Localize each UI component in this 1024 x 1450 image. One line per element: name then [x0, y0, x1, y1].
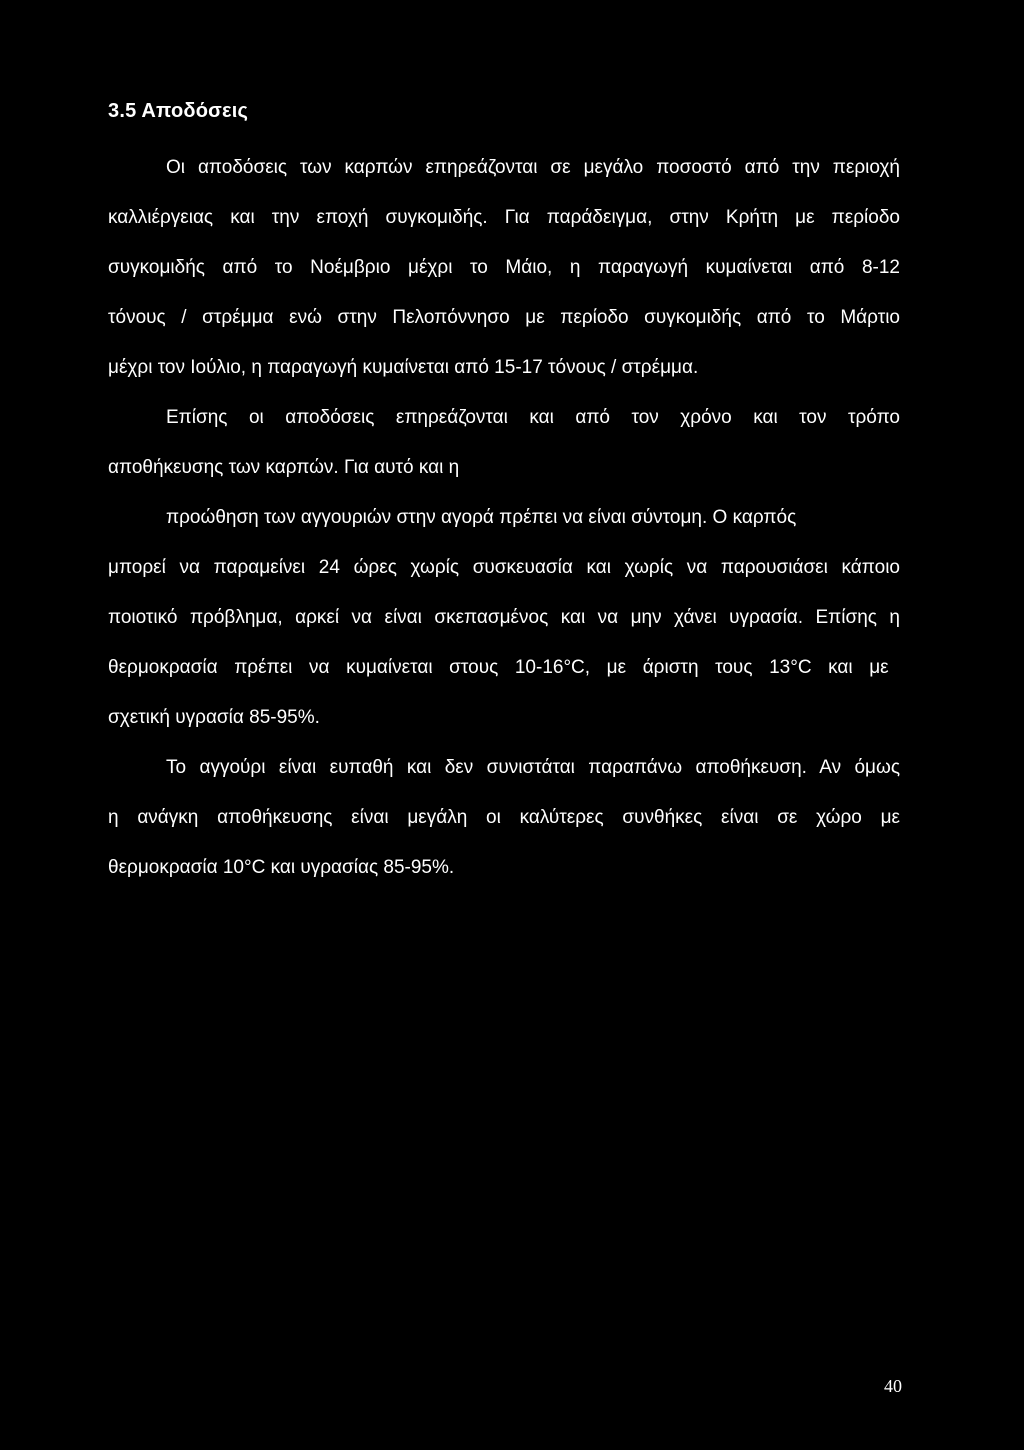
paragraph-2-line-1: Επίσης οι αποδόσεις επηρεάζονται και από τον χρόνο και τον τρόπο — [166, 407, 900, 428]
paragraph-1-line-4: τόνους / στρέμμα ενώ στην Πελοπόννησο με περίοδο συγκομιδής από το Μάρτιο — [108, 307, 900, 328]
paragraph-1-line-3: συγκομιδής από το Νοέμβριο μέχρι το Μάιο, η παραγωγή κυμαίνεται από 8-12 — [108, 257, 900, 278]
paragraph-3-line-3: θερμοκρασία 10°C και υγρασίας 85-95%. — [108, 857, 455, 878]
paragraph-1-line-5: μέχρι τον Ιούλιο, η παραγωγή κυμαίνεται από 15-17 τόνους / στρέμμα. — [108, 357, 699, 378]
paragraph-2-line-6: θερμοκρασία πρέπει να κυμαίνεται στους 10-16°C, με άριστη τους 13°C και με — [108, 657, 889, 678]
paragraph-2-line-5: ποιοτικό πρόβλημα, αρκεί να είναι σκεπασμένος και να μην χάνει υγρασία. Επίσης η — [108, 607, 900, 628]
page-number: 40 — [884, 1376, 902, 1396]
paragraph-3-line-1: Το αγγούρι είναι ευπαθή και δεν συνιστάται παραπάνω αποθήκευση. Αν όμως — [166, 757, 900, 778]
paragraph-2-line-3: προώθηση των αγγουριών στην αγορά πρέπει να είναι σύντομη. Ο καρπός — [166, 507, 797, 528]
paragraph-2-line-7: σχετική υγρασία 85-95%. — [108, 707, 320, 728]
paragraph-1-line-1: Οι αποδόσεις των καρπών επηρεάζονται σε μεγάλο ποσοστό από την περιοχή — [166, 157, 900, 178]
paragraph-2-line-4: μπορεί να παραμείνει 24 ώρες χωρίς συσκευασία και χωρίς να παρουσιάσει κάποιο — [108, 557, 900, 578]
section-heading: 3.5 Αποδόσεις — [108, 100, 249, 122]
paragraph-1-line-2: καλλιέργειας και την εποχή συγκομιδής. Για παράδειγμα, στην Κρήτη με περίοδο — [108, 207, 900, 228]
paragraph-2-line-2: αποθήκευσης των καρπών. Για αυτό και η — [108, 457, 460, 478]
paragraph-3-line-2: η ανάγκη αποθήκευσης είναι μεγάλη οι καλύτερες συνθήκες είναι σε χώρο με — [108, 807, 900, 828]
